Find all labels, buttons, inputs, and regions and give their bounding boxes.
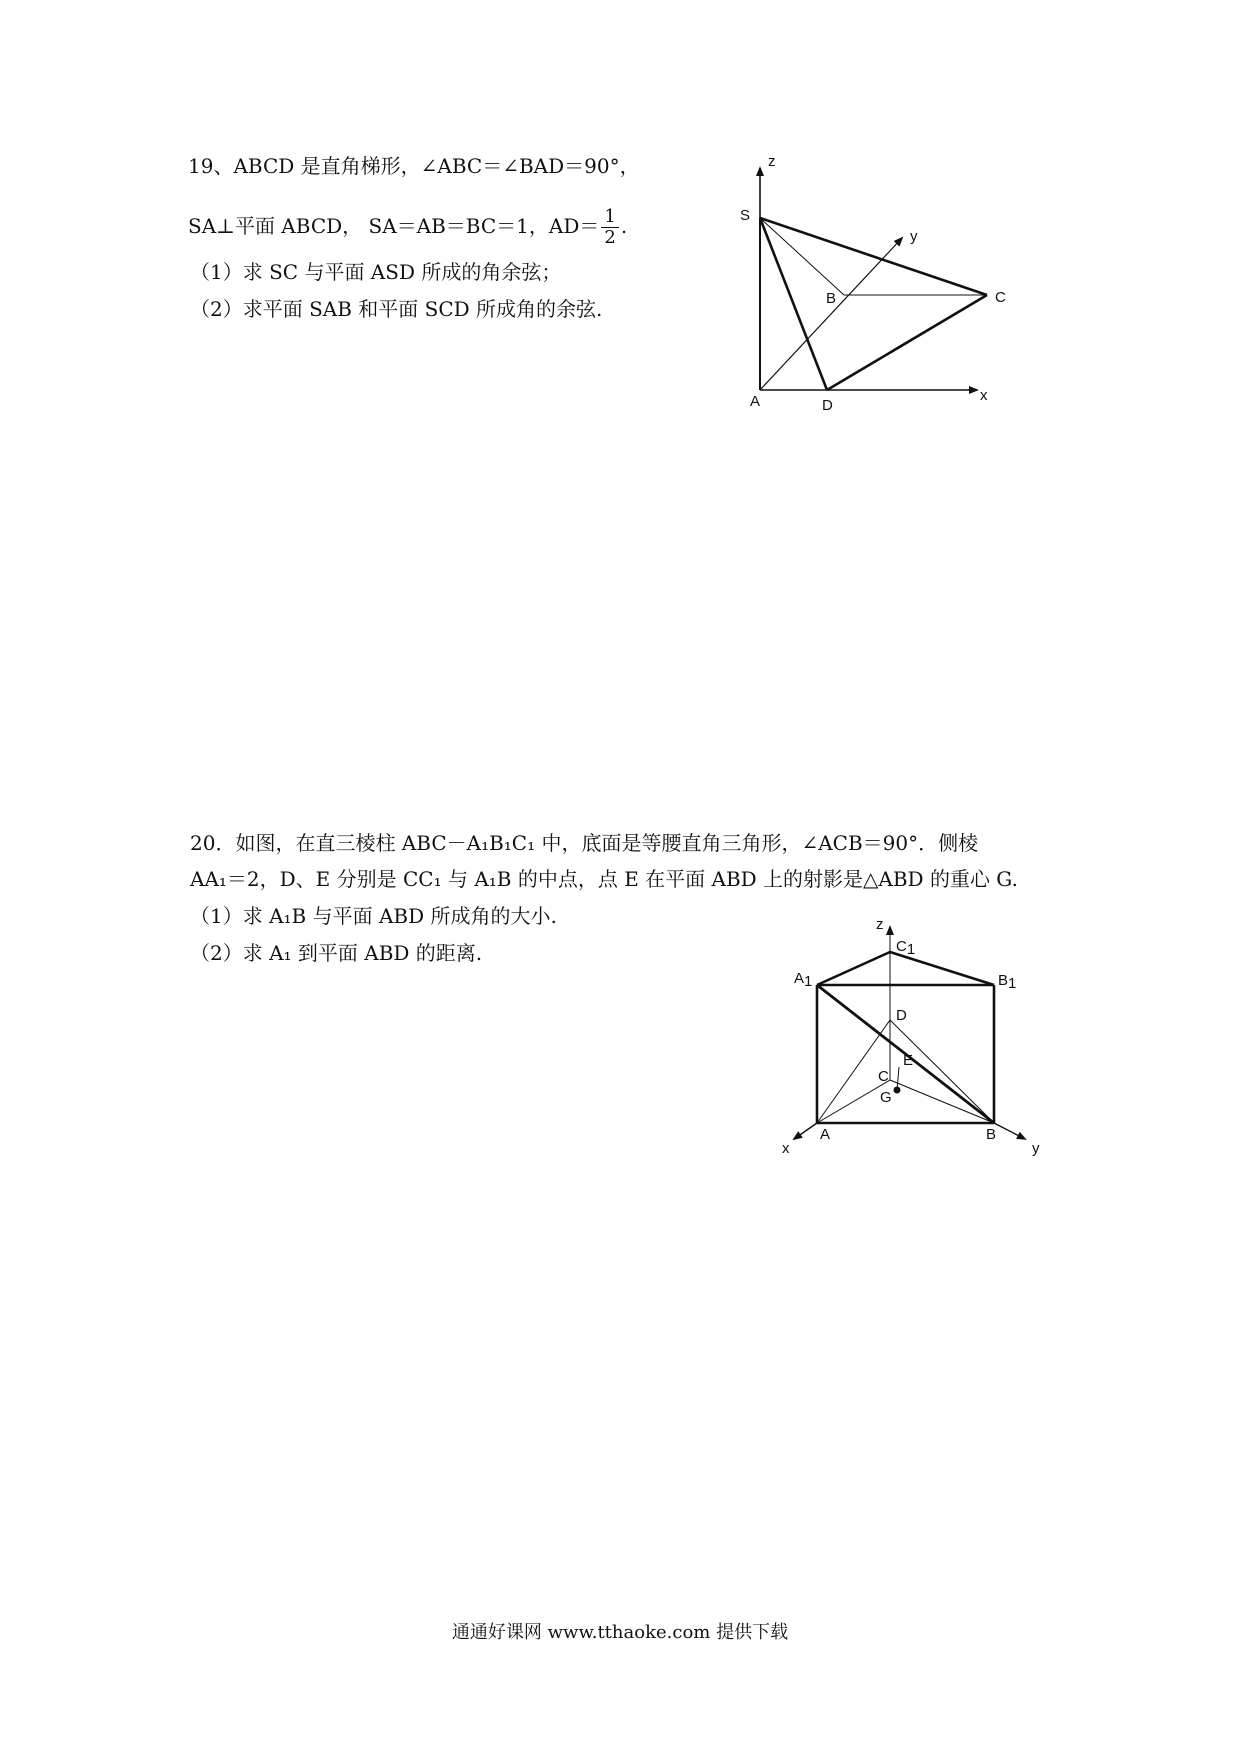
problem19-line2 bbox=[188, 207, 627, 248]
problem19-question-1: （1）求 SC 与平面 ASD 所成的角余弦； bbox=[190, 260, 562, 284]
label-A: A bbox=[750, 393, 761, 410]
edge-C1B1 bbox=[890, 952, 994, 985]
edge-SD bbox=[760, 218, 827, 390]
problem20-line2: AA₁＝2，D、E 分别是 CC₁ 与 A₁B 的中点，点 E 在平面 ABD 上的射影是△ABD 的重心 G. bbox=[190, 867, 1018, 891]
problem20-question-1: （1）求 A₁B 与平面 ABD 所成角的大小. bbox=[190, 904, 557, 928]
edge-SC bbox=[760, 218, 987, 295]
y-axis bbox=[994, 1123, 1025, 1139]
label-B1-sub: 1 bbox=[1008, 975, 1017, 992]
y-axis bbox=[760, 238, 902, 390]
x-axis bbox=[794, 1123, 817, 1139]
label-A1-sub: 1 bbox=[804, 973, 813, 990]
point-G bbox=[894, 1087, 901, 1094]
label-A1-main: A bbox=[794, 970, 805, 987]
fraction-numerator: 1 bbox=[601, 207, 618, 228]
label-B: B bbox=[826, 290, 837, 307]
label-S: S bbox=[740, 207, 751, 224]
label-x: x bbox=[782, 1140, 790, 1157]
edge-CB bbox=[890, 1080, 994, 1123]
page-footer: 通通好课网 www.tthaoke.com 提供下载 bbox=[451, 1622, 789, 1643]
label-A: A bbox=[820, 1126, 831, 1143]
label-D: D bbox=[896, 1007, 907, 1024]
fraction-denominator: 2 bbox=[604, 227, 616, 248]
label-x: x bbox=[980, 387, 988, 404]
edge-DB bbox=[890, 1020, 994, 1123]
problem20-figure bbox=[770, 915, 1060, 1165]
problem19-line1: 19、ABCD 是直角梯形，∠ABC＝∠BAD＝90°， bbox=[188, 154, 640, 178]
problem19-line2-end: . bbox=[620, 214, 628, 238]
label-C: C bbox=[995, 289, 1006, 306]
label-G: G bbox=[880, 1089, 892, 1106]
label-z: z bbox=[768, 153, 776, 170]
label-B1-main: B bbox=[998, 972, 1009, 989]
edge-SB bbox=[760, 218, 844, 295]
problem19-question-2: （2）求平面 SAB 和平面 SCD 所成角的余弦. bbox=[190, 297, 603, 321]
label-B1 bbox=[998, 972, 1016, 992]
problem20-question-2: （2）求 A₁ 到平面 ABD 的距离. bbox=[190, 941, 483, 965]
problem20-line1: 20．如图，在直三棱柱 ABC－A₁B₁C₁ 中，底面是等腰直角三角形，∠ACB＝90°．侧棱 bbox=[190, 831, 979, 855]
label-z: z bbox=[876, 916, 884, 933]
label-D: D bbox=[822, 397, 833, 414]
problem19-line2-text: SA⊥平面 ABCD， SA＝AB＝BC＝1，AD＝ bbox=[188, 214, 600, 238]
label-E: E bbox=[903, 1052, 914, 1069]
label-y: y bbox=[910, 228, 918, 245]
label-B: B bbox=[986, 1126, 997, 1143]
edge-DC bbox=[827, 295, 987, 390]
label-C1-main: C bbox=[896, 938, 907, 955]
problem19-figure bbox=[740, 150, 1040, 414]
label-C1-sub: 1 bbox=[906, 941, 916, 958]
label-A1 bbox=[794, 970, 812, 990]
label-y: y bbox=[1032, 1140, 1040, 1157]
edge-A1C1 bbox=[817, 952, 890, 985]
fraction-one-half bbox=[601, 207, 618, 248]
label-C: C bbox=[878, 1068, 889, 1085]
